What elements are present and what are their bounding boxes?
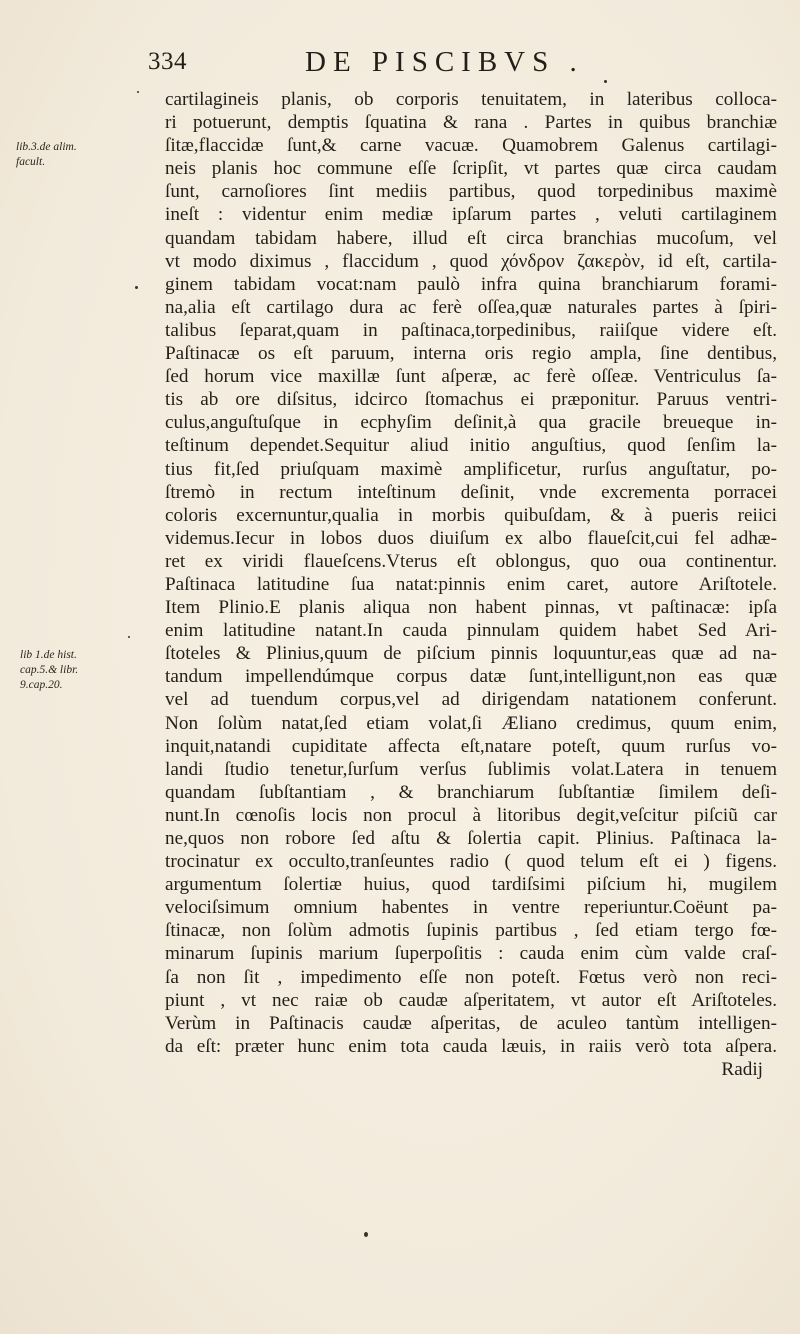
catchword: Radij — [721, 1058, 763, 1080]
text-line: ſunt, carnoſiores ſint mediis partibus, quod torpedinibus maximè — [165, 181, 777, 203]
page-header — [0, 46, 800, 86]
text-line: ſitæ,flaccidæ ſunt,& carne vacuæ. Quamobrem Galenus cartilagi- — [165, 135, 777, 157]
text-line: ri potuerunt, demptis ſquatina & rana . Partes in quibus branchiæ — [165, 112, 777, 134]
text-line: tandum impellendúmque corpus datæ ſunt,intelligunt,non eas quæ — [165, 666, 777, 688]
text-line: tis ab ore diſsitus, idcirco ſtomachus ei præponitur. Paruus ventri- — [165, 389, 777, 411]
running-head: DE PISCIBVS . — [305, 46, 584, 78]
text-line: nunt.In cœnoſis locis non procul à litoribus degit,veſcitur piſciũ car — [165, 804, 777, 826]
ink-speck — [137, 91, 139, 93]
text-line: Paſtinacæ os eſt paruum, interna oris regio ampla, ſine dentibus, — [165, 343, 777, 365]
margin-note: lib 1.de hist. cap.5.& libr. 9.cap.20. — [20, 649, 79, 691]
text-line: na,alia eſt cartilago dura ac ferè oſſea,quæ naturales partes à ſpiri- — [165, 296, 777, 318]
text-line: Verùm in Paſtinacis caudæ aſperitas, de aculeo tantùm intelligen- — [165, 1012, 777, 1034]
text-line: minarum ſupinis marium ſuperpoſitis : cauda enim cùm valde craſ- — [165, 943, 777, 965]
text-line: videmus.Iecur in lobos duos diuiſum ex albo flaueſcit,cui fel adhæ- — [165, 527, 777, 549]
text-line: piunt , vt nec raiæ ob caudæ aſperitatem, vt autor eſt Ariſtoteles. — [165, 989, 777, 1011]
text-line: vt modo diximus , flaccidum , quod χόνδρον ζακερὸν, id eſt, cartila- — [165, 250, 777, 272]
text-line: ſtremò in rectum inteſtinum deſinit, vnde excrementa porracei — [165, 481, 777, 503]
text-line: da eſt: præter hunc enim tota cauda læuis, in raiis verò tota aſpera. — [165, 1035, 777, 1057]
text-line: ſtoteles & Plinius,quum de piſcium pinnis loquuntur,eas quæ ad na- — [165, 643, 777, 665]
text-line: ineſt : videntur enim mediæ ipſarum partes , veluti cartilaginem — [165, 204, 777, 226]
text-line: ret ex viridi flaueſcens.Vterus eſt oblongus, quo oua continentur. — [165, 550, 777, 572]
text-line: teſtinum dependet.Sequitur aliud initio anguſtius, quod ſenſim la- — [165, 435, 777, 457]
page-number: 334 — [148, 48, 187, 75]
ink-speck — [604, 80, 607, 83]
text-line: ſtinacæ, non ſolùm admotis ſupinis partibus , ſed etiam tergo fœ- — [165, 920, 777, 942]
text-line: enim latitudine natant.In cauda pinnulam quidem habet Sed Ari- — [165, 620, 777, 642]
text-line: ſed horum vice maxillæ ſunt aſperæ, ac ferè oſſeæ. Ventriculus ſa- — [165, 366, 777, 388]
text-line: inquit,natandi cupiditate affecta eſt,natare poteſt, quum rurſus vo- — [165, 735, 777, 757]
text-line: Non ſolùm natat,ſed etiam volat,ſi Æliano credimus, quum enim, — [165, 712, 777, 734]
text-line: ne,quos non robore ſed aſtu & ſolertia capit. Plinius. Paſtinaca la- — [165, 828, 777, 849]
text-line: vel ad tuendum corpus,vel ad dirigendam natationem conferunt. — [165, 689, 777, 711]
text-line: talibus ſeparat,quam in paſtinaca,torpedinibus, raiiſque videre eſt. — [165, 319, 777, 341]
text-line: cartilagineis planis, ob corporis tenuitatem, in lateribus colloca- — [165, 89, 777, 110]
text-line: ſa non ſit , impedimento eſſe non poteſt. Fœtus verò non reci- — [165, 966, 777, 988]
text-line: tius fit,ſed priuſquam maximè amplificetur, rurſus anguſtatur, po- — [165, 458, 777, 480]
text-line: quandam ſubſtantiam , & branchiarum ſubſtantiæ ſimilem deſi- — [165, 781, 777, 803]
ink-speck — [364, 1232, 368, 1237]
text-line: argumentum ſolertiæ huius, quod tardiſsimi piſcium hi, mugilem — [165, 874, 777, 896]
text-line: culus,anguſtuſque in ecphyſim deſinit,à qua gracile breueque in- — [165, 412, 777, 434]
text-line: neis planis hoc commune eſſe ſcripſit, vt partes quæ circa caudam — [165, 158, 777, 180]
text-line: ginem tabidam vocat:nam paulò infra quina branchiarum forami- — [165, 273, 777, 295]
text-line: coloris excernuntur,qualia in morbis quibuſdam, & à pueris reiici — [165, 504, 777, 526]
ink-speck — [128, 636, 130, 638]
text-line: quandam tabidam habere, illud eſt circa branchias mucoſum, vel — [165, 227, 777, 249]
text-line: trocinatur ex occulto,tranſeuntes radio ( quod telum eſt ei ) figens. — [165, 851, 777, 873]
text-line: Item Plinio.E planis aliqua non habent pinnas, vt paſtinacæ: ipſa — [165, 597, 777, 619]
text-line: landi ſtudio tenetur,ſurſum verſus ſublimis volat.Latera in tenuem — [165, 758, 777, 780]
main-text-block — [165, 88, 777, 1081]
margin-note: lib.3.de alim. facult. — [16, 141, 77, 168]
text-line: velociſsimum omnium habentes in ventre reperiuntur.Coëunt pa- — [165, 897, 777, 919]
ink-speck — [135, 286, 138, 289]
text-line: Paſtinaca latitudine ſua natat:pinnis enim caret, autore Ariſtotele. — [165, 573, 777, 595]
